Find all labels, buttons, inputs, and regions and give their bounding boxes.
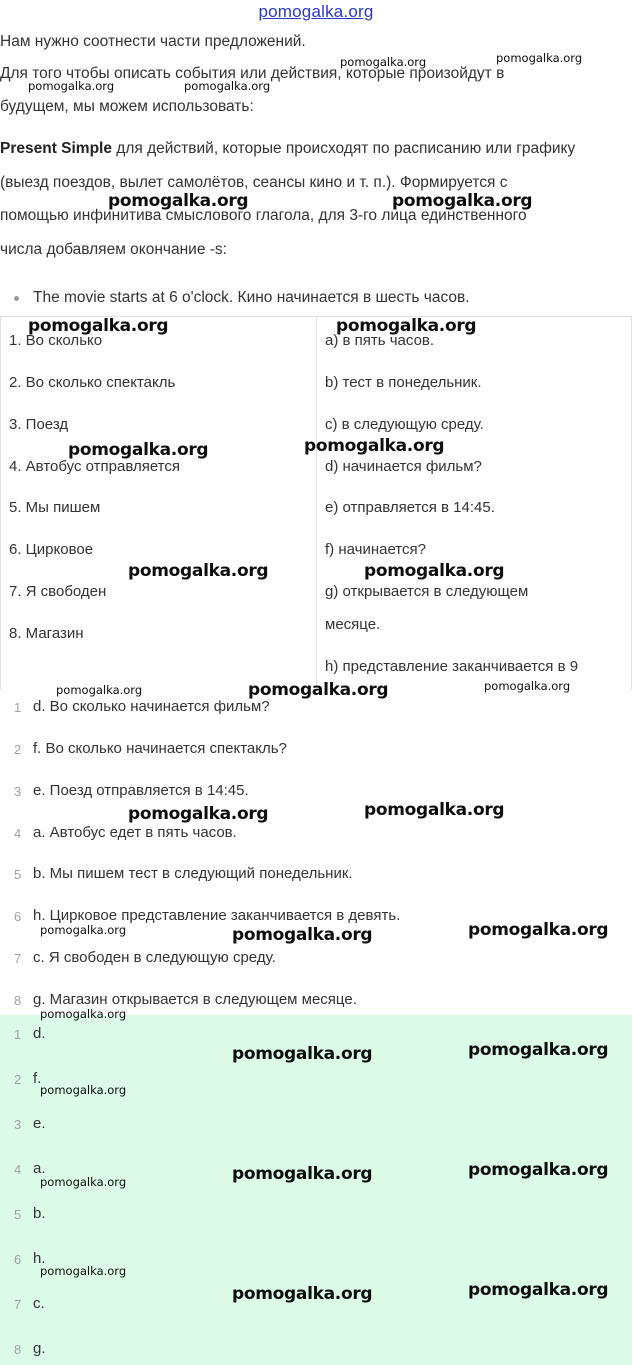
line-number: 6 — [14, 1252, 22, 1267]
intro-paragraph-1: Нам нужно соотнести части предложений. — [0, 33, 306, 50]
watermark: pomogalka.org — [184, 79, 271, 93]
watermark: pomogalka.org — [468, 1160, 609, 1180]
watermark: pomogalka.org — [232, 1164, 373, 1184]
table-left-cell: 2. Во сколько спектакль — [9, 374, 176, 391]
intro-paragraph-3-line-4: числа добавляем окончание -s: — [0, 241, 227, 258]
watermark: pomogalka.org — [68, 440, 209, 460]
watermark: pomogalka.org — [336, 316, 477, 336]
line-number: 6 — [14, 909, 22, 924]
present-simple-description: для действий, которые происходят по расписанию или графику — [112, 140, 576, 157]
short-answer: g. — [33, 1340, 46, 1357]
watermark: pomogalka.org — [232, 1284, 373, 1304]
table-right-cell: f) начинается? — [325, 541, 426, 558]
short-answer: e. — [33, 1115, 46, 1132]
watermark: pomogalka.org — [468, 920, 609, 940]
table-left-cell: 4. Автобус отправляется — [9, 458, 180, 475]
answer-line: h. Цирковое представление заканчивается в девять. — [33, 907, 401, 924]
watermark: pomogalka.org — [232, 925, 373, 945]
answer-line: b. Мы пишем тест в следующий понедельник. — [33, 865, 353, 882]
table-column-divider — [316, 317, 317, 691]
watermark: pomogalka.org — [128, 804, 269, 824]
present-simple-term: Present Simple — [0, 140, 112, 157]
line-number: 1 — [14, 1027, 22, 1042]
line-number: 5 — [14, 1207, 22, 1222]
watermark: pomogalka.org — [28, 79, 115, 93]
short-answer: a. — [33, 1160, 46, 1177]
answer-line: d. Во сколько начинается фильм? — [33, 698, 270, 715]
answers-short-list — [0, 1015, 632, 1365]
matching-table — [0, 316, 632, 690]
bullet-dot-icon — [14, 296, 19, 301]
intro-paragraph-3-line-3: помощью инфинитива смыслового глагола, для 3-го лица единственного — [0, 207, 527, 224]
watermark: pomogalka.org — [40, 1007, 127, 1021]
short-answer: d. — [33, 1025, 46, 1042]
watermark: pomogalka.org — [484, 679, 571, 693]
line-number: 7 — [14, 1297, 22, 1312]
intro-paragraph-3-line-2: (выезд поездов, вылет самолётов, сеансы кино и т. п.). Формируется с — [0, 174, 508, 191]
watermark: pomogalka.org — [364, 561, 505, 581]
watermark: pomogalka.org — [40, 1264, 127, 1278]
line-number: 2 — [14, 1072, 22, 1087]
short-answer: h. — [33, 1250, 46, 1267]
table-right-cell: a) в пять часов. — [325, 332, 435, 349]
line-number: 8 — [14, 993, 22, 1008]
table-right-cell: h) представление заканчивается в 9 — [325, 658, 579, 675]
watermark: pomogalka.org — [248, 680, 389, 700]
watermark: pomogalka.org — [496, 51, 583, 65]
table-left-cell: 8. Магазин — [9, 625, 84, 642]
table-left-cell: 1. Во сколько — [9, 332, 103, 349]
table-left-cell: 7. Я свободен — [9, 583, 107, 600]
table-right-cell: e) отправляется в 14:45. — [325, 499, 495, 516]
line-number: 3 — [14, 1117, 22, 1132]
intro-paragraph-2-line-1: Для того чтобы описать события или действия, которые произойдут в — [0, 65, 505, 82]
watermark: pomogalka.org — [128, 561, 269, 581]
table-right-cell: c) в следующую среду. — [325, 416, 484, 433]
table-left-cell: 3. Поезд — [9, 416, 69, 433]
table-right-cell: b) тест в понедельник. — [325, 374, 482, 391]
answer-line: a. Автобус едет в пять часов. — [33, 824, 237, 841]
site-header-link[interactable]: pomogalka.org — [258, 2, 374, 21]
watermark: pomogalka.org — [364, 800, 505, 820]
table-right-cell: d) начинается фильм? — [325, 458, 482, 475]
watermark: pomogalka.org — [468, 1040, 609, 1060]
line-number: 3 — [14, 784, 22, 799]
table-left-cell: 5. Мы пишем — [9, 499, 101, 516]
watermark: pomogalka.org — [28, 316, 169, 336]
short-answer: f. — [33, 1070, 42, 1087]
watermark: pomogalka.org — [468, 1280, 609, 1300]
intro-paragraph-2-line-2: будущем, мы можем использовать: — [0, 98, 254, 115]
line-number: 4 — [14, 1162, 22, 1177]
answers-full-list — [0, 690, 632, 1015]
line-number: 7 — [14, 951, 22, 966]
watermark: pomogalka.org — [392, 191, 533, 211]
table-right-cell: месяце. — [325, 616, 381, 633]
table-right-cell: g) открывается в следующем — [325, 583, 529, 600]
short-answer: b. — [33, 1205, 46, 1222]
watermark: pomogalka.org — [40, 923, 127, 937]
watermark: pomogalka.org — [40, 1083, 127, 1097]
answer-line: e. Поезд отправляется в 14:45. — [33, 782, 249, 799]
short-answer: c. — [33, 1295, 45, 1312]
table-left-cell: 6. Цирковое — [9, 541, 94, 558]
answer-line: f. Во сколько начинается спектакль? — [33, 740, 287, 757]
watermark: pomogalka.org — [40, 1175, 127, 1189]
line-number: 4 — [14, 826, 22, 841]
line-number: 1 — [14, 700, 22, 715]
watermark: pomogalka.org — [108, 191, 249, 211]
example-bullet: The movie starts at 6 o'clock. Кино начинается в шесть часов. — [33, 289, 470, 306]
answer-line: g. Магазин открывается в следующем месяце. — [33, 991, 357, 1008]
watermark: pomogalka.org — [340, 55, 427, 69]
watermark: pomogalka.org — [56, 683, 143, 697]
line-number: 2 — [14, 742, 22, 757]
line-number: 8 — [14, 1342, 22, 1357]
line-number: 5 — [14, 867, 22, 882]
watermark: pomogalka.org — [232, 1044, 373, 1064]
intro-paragraph-3-line-1 — [0, 139, 575, 159]
answer-line: c. Я свободен в следующую среду. — [33, 949, 276, 966]
watermark: pomogalka.org — [304, 436, 445, 456]
